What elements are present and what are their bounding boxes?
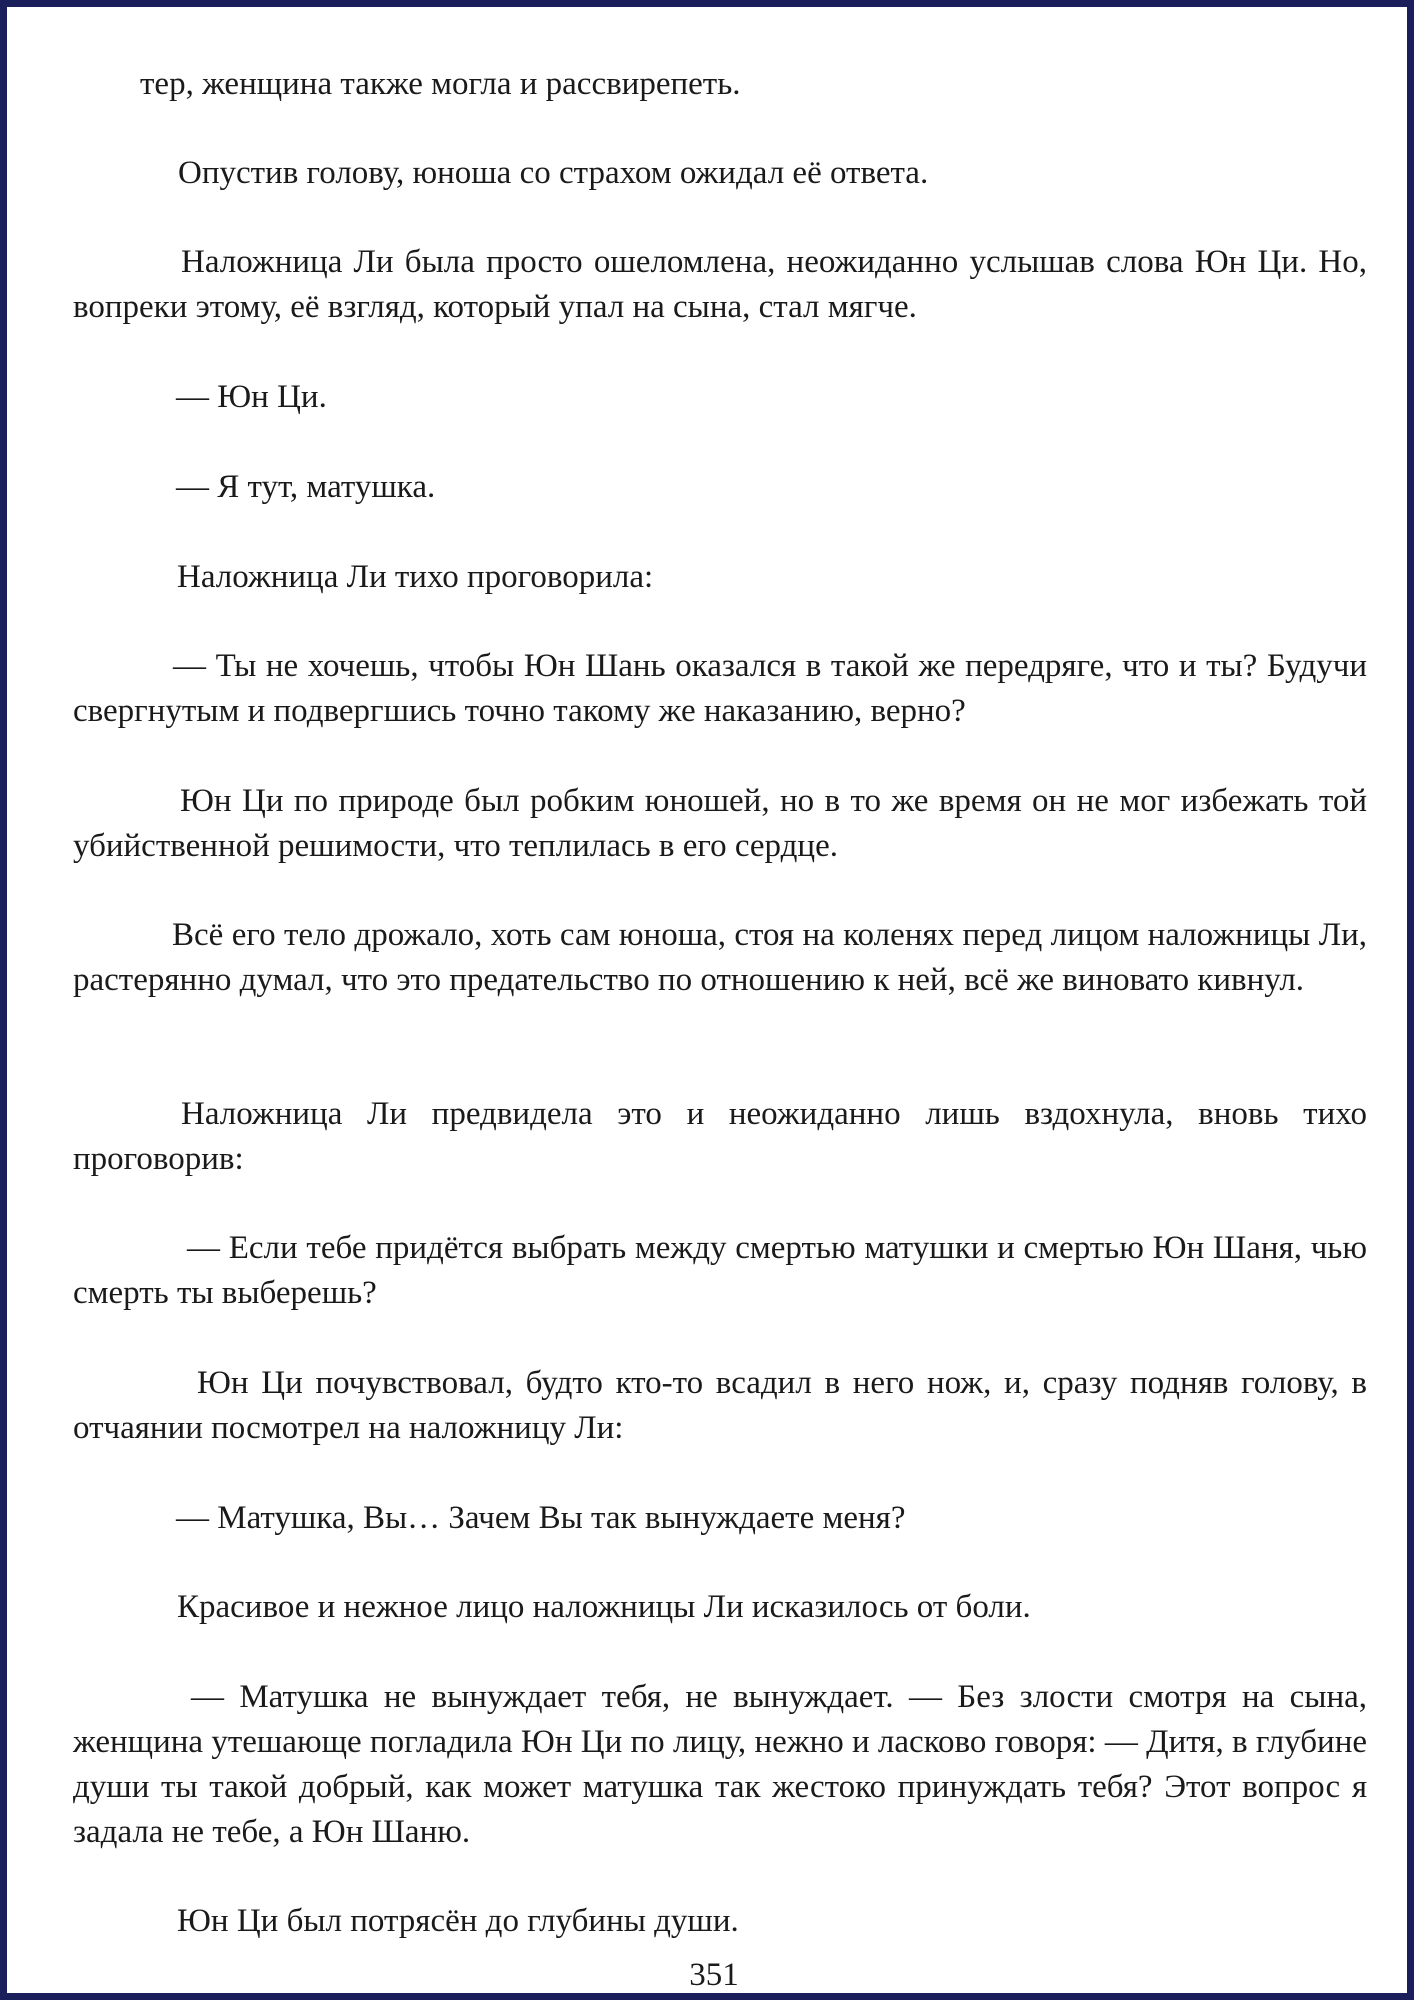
paragraph-5: — Я тут, матушка.	[176, 469, 436, 505]
paragraph-14: Красивое и нежное лицо наложницы Ли исказилось от боли.	[177, 1589, 1031, 1625]
paragraph-8: Юн Ци по природе был робким юношей, но в то же время он не мог избежать той убийственной решимости, что теплилась в его сердце.	[73, 783, 1367, 864]
paragraph-2: Опустив голову, юноша со страхом ожидал её ответа.	[178, 155, 929, 191]
paragraph-11: — Если тебе придётся выбрать между смертью матушки и смертью Юн Шаня, чью смерть ты выберешь?	[73, 1230, 1367, 1311]
paragraph-1: тер, женщина также могла и рассвирепеть.	[140, 66, 741, 102]
page-number: 351	[689, 1957, 739, 1993]
paragraph-13: — Матушка, Вы… Зачем Вы так вынуждаете меня?	[176, 1500, 906, 1536]
paragraph-4: — Юн Ци.	[176, 379, 327, 415]
paragraph-6: Наложница Ли тихо проговорила:	[177, 559, 654, 595]
paragraph-16: Юн Ци был потрясён до глубины души.	[177, 1903, 739, 1939]
paragraph-12: Юн Ци почувствовал, будто кто-то всадил в него нож, и, сразу подняв голову, в отчаянии посмотрел на наложницу Ли:	[73, 1365, 1367, 1446]
paragraph-7: — Ты не хочешь, чтобы Юн Шань оказался в такой же передряге, что и ты? Будучи свергнутым и подвергшись точно такому же наказанию, верно?	[73, 648, 1367, 729]
paragraph-15: — Матушка не вынуждает тебя, не вынуждает. — Без злости смотря на сына, женщина утешающе погладила Юн Ци по лицу, нежно и ласково говоря: — Дитя, в глубине души ты такой добрый, как может матушка так жестоко принуждать тебя? Этот вопрос я задала не тебе, а Юн Шаню.	[73, 1679, 1367, 1850]
paragraph-3: Наложница Ли была просто ошеломлена, неожиданно услышав слова Юн Ци. Но, вопреки этому, её взгляд, который упал на сына, стал мягче.	[73, 244, 1367, 325]
paragraph-9: Всё его тело дрожало, хоть сам юноша, стоя на коленях перед лицом наложницы Ли, растерянно думал, что это предательство по отношению к ней, всё же виновато кивнул.	[73, 917, 1367, 998]
paragraph-10: Наложница Ли предвидела это и неожиданно лишь вздохнула, вновь тихо проговорив:	[73, 1096, 1367, 1177]
